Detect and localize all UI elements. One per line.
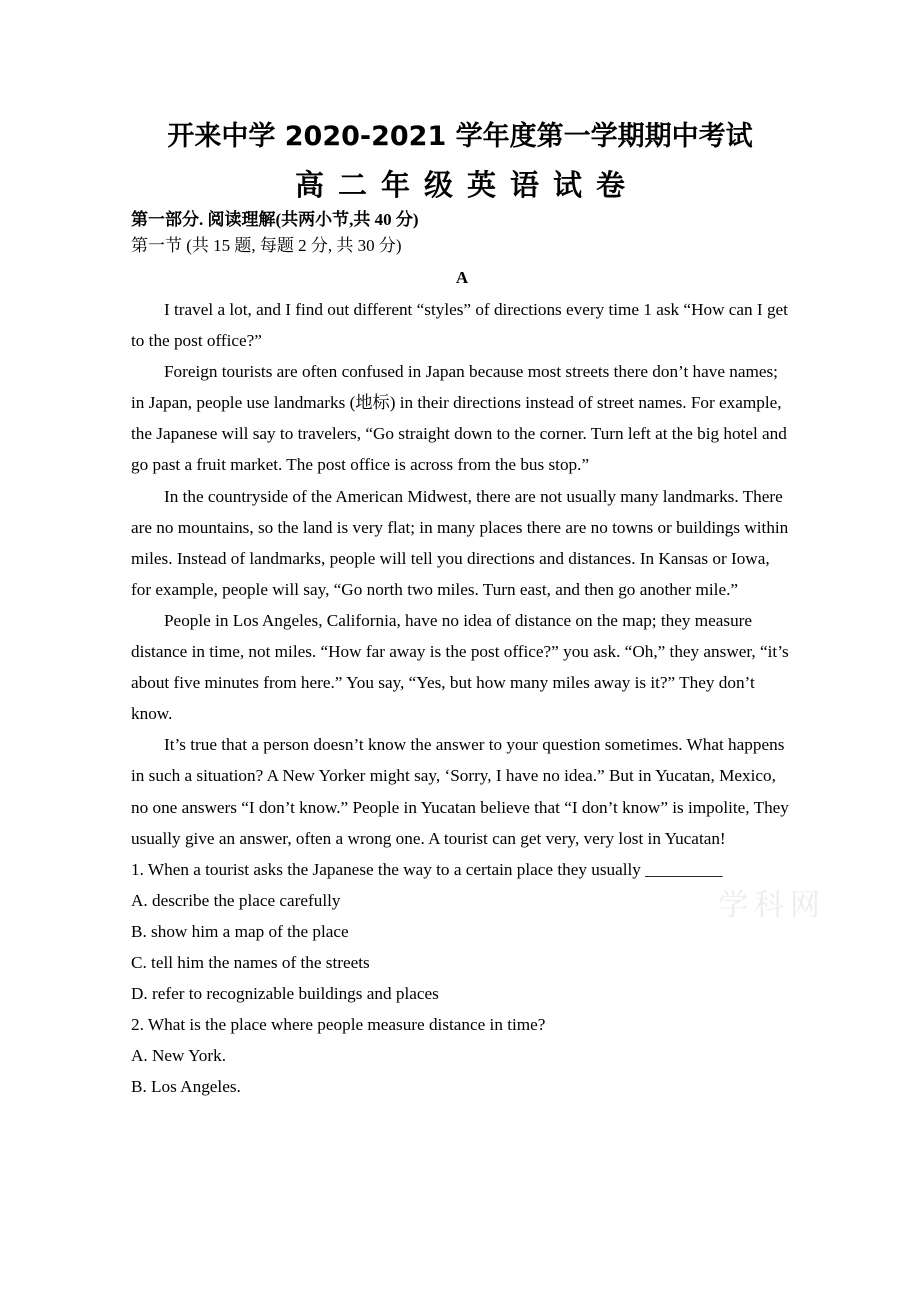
passage-paragraph-3: In the countryside of the American Midwest, there are not usually many landmarks. There are no mountains, so the land is very flat; in many places there are no towns or buildings within miles. Instead of landmarks, people will tell you directions and distances. In Kansas or Iowa, for example, people will say, “Go north two miles. Turn east, and then go another mile.”: [131, 486, 789, 599]
passage-paragraph-1: I travel a lot, and I find out different “styles” of directions every time 1 ask “How can I get to the post office?”: [131, 300, 788, 351]
part-heading: 第一部分. 阅读理解(共两小节,共 40 分): [131, 210, 419, 229]
option-a: A. describe the place carefully: [131, 890, 341, 910]
option-b: B. show him a map of the place: [131, 921, 349, 941]
question-stem: 1. When a tourist asks the Japanese the way to a certain place they usually _________: [131, 859, 723, 879]
option-b: B. Los Angeles.: [131, 1077, 241, 1097]
question-2: [131, 1009, 793, 1102]
question-1: [131, 854, 793, 1009]
passage-paragraph-4: People in Los Angeles, California, have no idea of distance on the map; they measure distance in time, not miles. “How far away is the post office?” you ask. “Oh,” they answer, “it’s about five minutes from here.” You say, “Yes, but how many miles away is it?” They don’t know.: [131, 610, 789, 724]
option-d: D. refer to recognizable buildings and places: [131, 984, 439, 1004]
passage-paragraph-5: It’s true that a person doesn’t know the answer to your question sometimes. What happens in such a situation? A New Yorker might say, ‘Sorry, I have no idea.” But in Yucatan, Mexico, no one answers “I don’t know.” People in Yucatan believe that “I don’t know” is impolite, They usually give an answer, often a wrong one. A tourist can get very, very lost in Yucatan!: [131, 735, 789, 848]
school-exam-title: 开来中学 2020-2021 学年度第一学期期中考试: [167, 121, 753, 152]
passage-paragraph-2: Foreign tourists are often confused in Japan because most streets there don’t have names; in Japan, people use landmarks (地标) in their directions instead of street names. For example, the Japanese will say to travelers, “Go straight down to the corner. Turn left at the big hotel and go past a fruit market. The post office is across from the bus stop.”: [131, 362, 787, 475]
exam-content: [131, 207, 793, 1102]
subsection-heading: 第一节 (共 15 题, 每题 2 分, 共 30 分): [131, 236, 402, 255]
option-c: C. tell him the names of the streets: [131, 952, 370, 972]
passage-label: A: [455, 268, 469, 287]
exam-subject-title: 高二年级英语试卷: [294, 168, 639, 202]
option-a: A. New York.: [131, 1046, 227, 1066]
watermark: 学科网: [718, 888, 826, 923]
question-stem: 2. What is the place where people measure distance in time?: [131, 1015, 546, 1035]
